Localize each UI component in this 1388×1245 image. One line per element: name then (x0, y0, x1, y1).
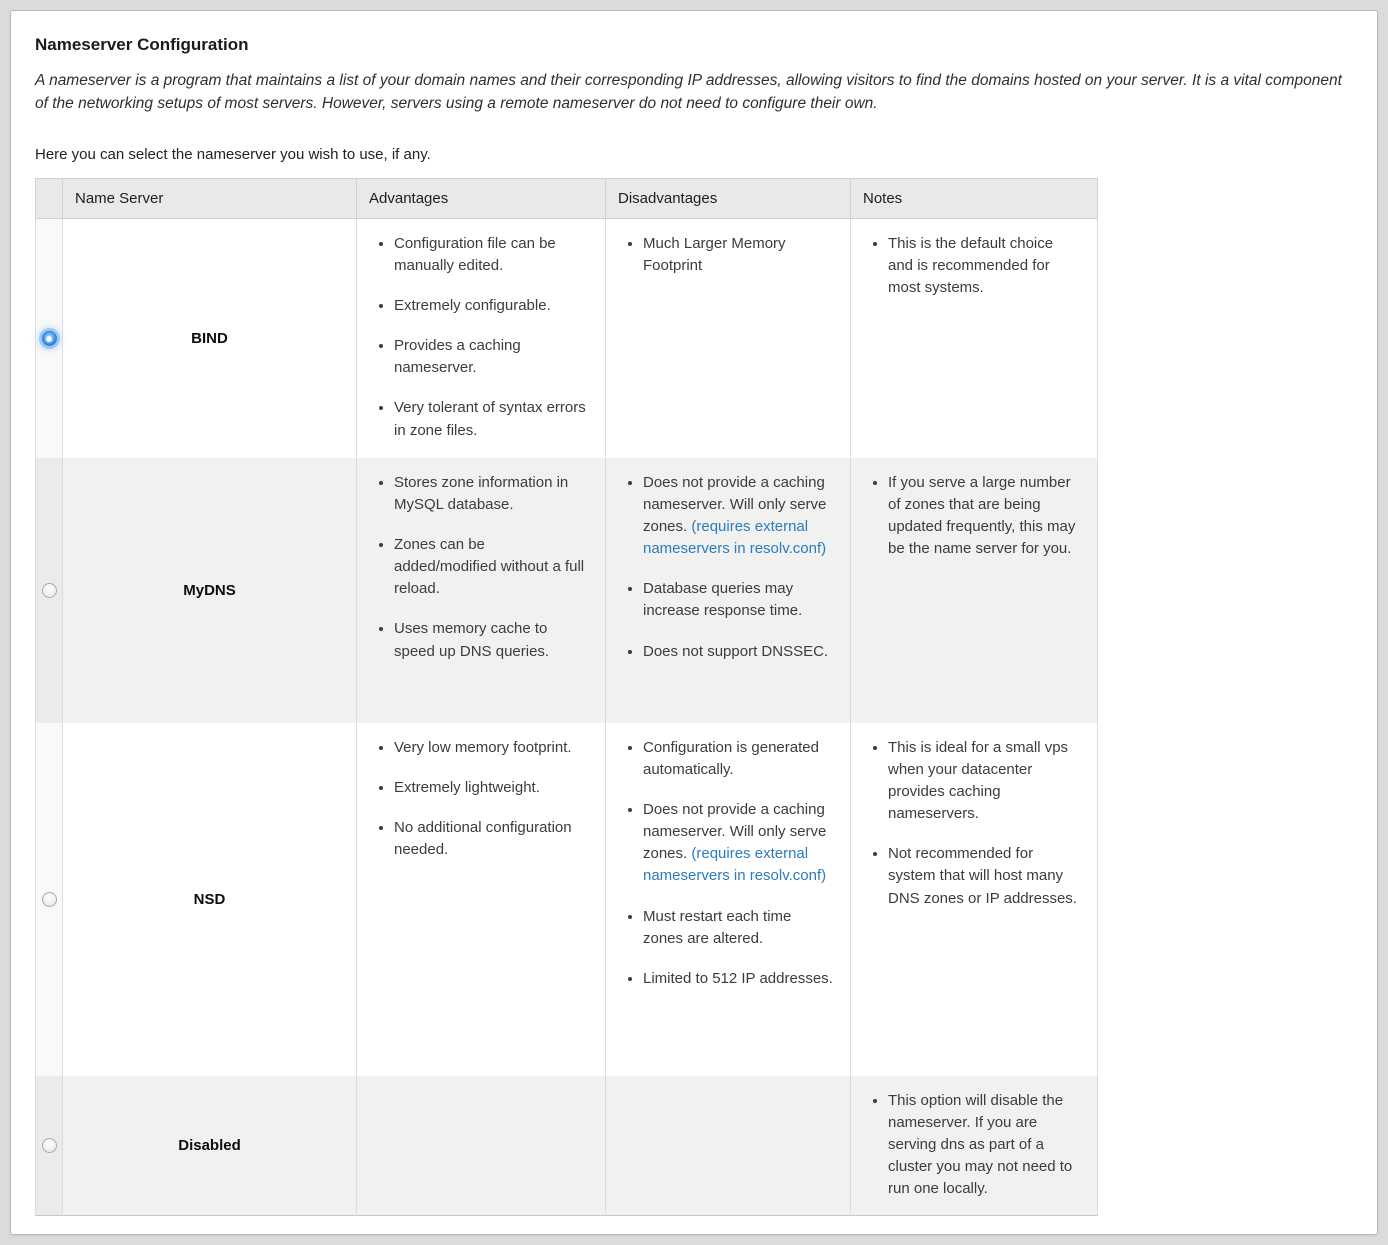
disadvantages-list (622, 737, 834, 991)
table-row (36, 458, 1098, 723)
page-title: Nameserver Configuration (35, 35, 249, 54)
radio-cell (36, 723, 63, 1076)
nameserver-name: NSD (63, 723, 357, 1076)
header-disadvantages: Disadvantages (606, 178, 851, 218)
advantages-item (394, 233, 589, 277)
notes-item (888, 737, 1081, 826)
disadvantages-item-text: Does not provide a caching nameserver. Will only serve zones. (643, 800, 827, 863)
nameserver-radio-disabled[interactable] (42, 1138, 57, 1153)
header-name-server: Name Server (63, 178, 357, 218)
disadvantages-item-text: Much Larger Memory Footprint (643, 234, 786, 274)
disadvantages-item (643, 968, 834, 990)
radio-cell (36, 218, 63, 458)
notes-item-text: This is ideal for a small vps when your datacenter provides caching nameservers. (888, 738, 1069, 823)
advantages-item (394, 472, 589, 516)
advantages-item (394, 777, 589, 799)
nameserver-radio-mydns[interactable] (42, 583, 57, 598)
nameserver-configuration-panel (10, 10, 1378, 1235)
notes-list (867, 472, 1081, 561)
nameserver-name: Disabled (63, 1076, 357, 1216)
notes-item-text: This is the default choice and is recommended for most systems. (888, 234, 1054, 296)
advantages-item (394, 534, 589, 601)
notes-item (888, 472, 1081, 561)
disadvantages-item (643, 472, 834, 561)
disadvantages-item-text: Must restart each time zones are altered. (643, 907, 792, 947)
advantages-item-text: Extremely configurable. (394, 296, 551, 314)
notes-cell (851, 723, 1098, 1076)
advantages-list (373, 233, 589, 442)
disadvantages-item-text: Does not provide a caching nameserver. Will only serve zones. (643, 473, 827, 535)
table-row (36, 218, 1098, 458)
nameserver-radio-nsd[interactable] (42, 892, 57, 907)
advantages-item (394, 295, 589, 317)
disadvantages-item (643, 233, 834, 277)
advantages-item-text: Provides a caching nameserver. (394, 337, 521, 377)
advantages-item-text: No additional configuration needed. (394, 818, 572, 859)
resolv-conf-link[interactable]: (requires external nameservers in resolv.conf) (643, 845, 827, 885)
table-row (36, 1076, 1098, 1216)
advantages-item (394, 817, 589, 861)
nameserver-name: BIND (63, 218, 357, 458)
radio-cell (36, 1076, 63, 1216)
advantages-item-text: Configuration file can be manually edited. (394, 234, 556, 274)
header-advantages: Advantages (357, 178, 606, 218)
advantages-item-text: Very tolerant of syntax errors in zone files. (394, 399, 586, 439)
resolv-conf-link[interactable]: (requires external nameservers in resolv.conf) (643, 517, 827, 558)
notes-item-text: This option will disable the nameserver. If you are serving dns as part of a cluster you may not need to run one locally. (888, 1091, 1073, 1198)
advantages-item-text: Extremely lightweight. (394, 778, 540, 796)
header-radio-column (36, 178, 63, 218)
advantages-list (373, 737, 589, 862)
header-notes: Notes (851, 178, 1098, 218)
disadvantages-item (643, 737, 834, 781)
notes-item (888, 1090, 1081, 1201)
nameserver-table-body (36, 218, 1098, 1215)
disadvantages-item (643, 641, 834, 663)
nameserver-name: MyDNS (63, 458, 357, 723)
advantages-item (394, 618, 589, 662)
disadvantages-item-text: Limited to 512 IP addresses. (643, 970, 833, 987)
disadvantages-cell (606, 723, 851, 1076)
table-header (36, 178, 1098, 218)
notes-item-text: Not recommended for system that will host many DNS zones or IP addresses. (888, 845, 1077, 907)
advantages-list (373, 472, 589, 663)
page-instruction: Here you can select the nameserver you wish to use, if any. (35, 145, 431, 163)
notes-list (867, 233, 1081, 300)
advantages-cell (357, 1076, 606, 1216)
notes-item (888, 843, 1081, 910)
notes-cell (851, 458, 1098, 723)
radio-cell (36, 458, 63, 723)
disadvantages-list (622, 233, 834, 277)
notes-item (888, 233, 1081, 300)
disadvantages-item (643, 578, 834, 622)
notes-cell (851, 1076, 1098, 1216)
advantages-item-text: Very low memory footprint. (394, 738, 572, 756)
advantages-item-text: Uses memory cache to speed up DNS queries. (394, 620, 550, 660)
advantages-item-text: Stores zone information in MySQL database. (394, 473, 569, 513)
disadvantages-item (643, 906, 834, 950)
disadvantages-item (643, 799, 834, 888)
disadvantages-item-text: Configuration is generated automatically. (643, 738, 819, 778)
table-row (36, 723, 1098, 1076)
disadvantages-cell (606, 1076, 851, 1216)
disadvantages-cell (606, 458, 851, 723)
advantages-cell (357, 458, 606, 723)
disadvantages-cell (606, 218, 851, 458)
nameserver-radio-bind[interactable] (42, 331, 57, 346)
notes-item-text: If you serve a large number of zones that are being updated frequently, this may be the name server for you. (888, 473, 1076, 558)
disadvantages-item-text: Database queries may increase response time. (643, 580, 803, 620)
disadvantages-item-text: Does not support DNSSEC. (643, 642, 829, 660)
page-description: A nameserver is a program that maintains a list of your domain names and their corresponding IP addresses, allowing visitors to find the domains hosted on your server. It is a vital component of the networking setups of most servers. However, servers using a remote nameserver do not need to configure their own. (35, 72, 1342, 113)
advantages-cell (357, 723, 606, 1076)
notes-list (867, 737, 1081, 910)
advantages-item-text: Zones can be added/modified without a full reload. (394, 535, 585, 598)
advantages-item (394, 397, 589, 441)
disadvantages-list (622, 472, 834, 663)
notes-list (867, 1090, 1081, 1201)
advantages-item (394, 737, 589, 759)
notes-cell (851, 218, 1098, 458)
advantages-item (394, 335, 589, 379)
nameserver-table (35, 178, 1098, 1216)
advantages-cell (357, 218, 606, 458)
